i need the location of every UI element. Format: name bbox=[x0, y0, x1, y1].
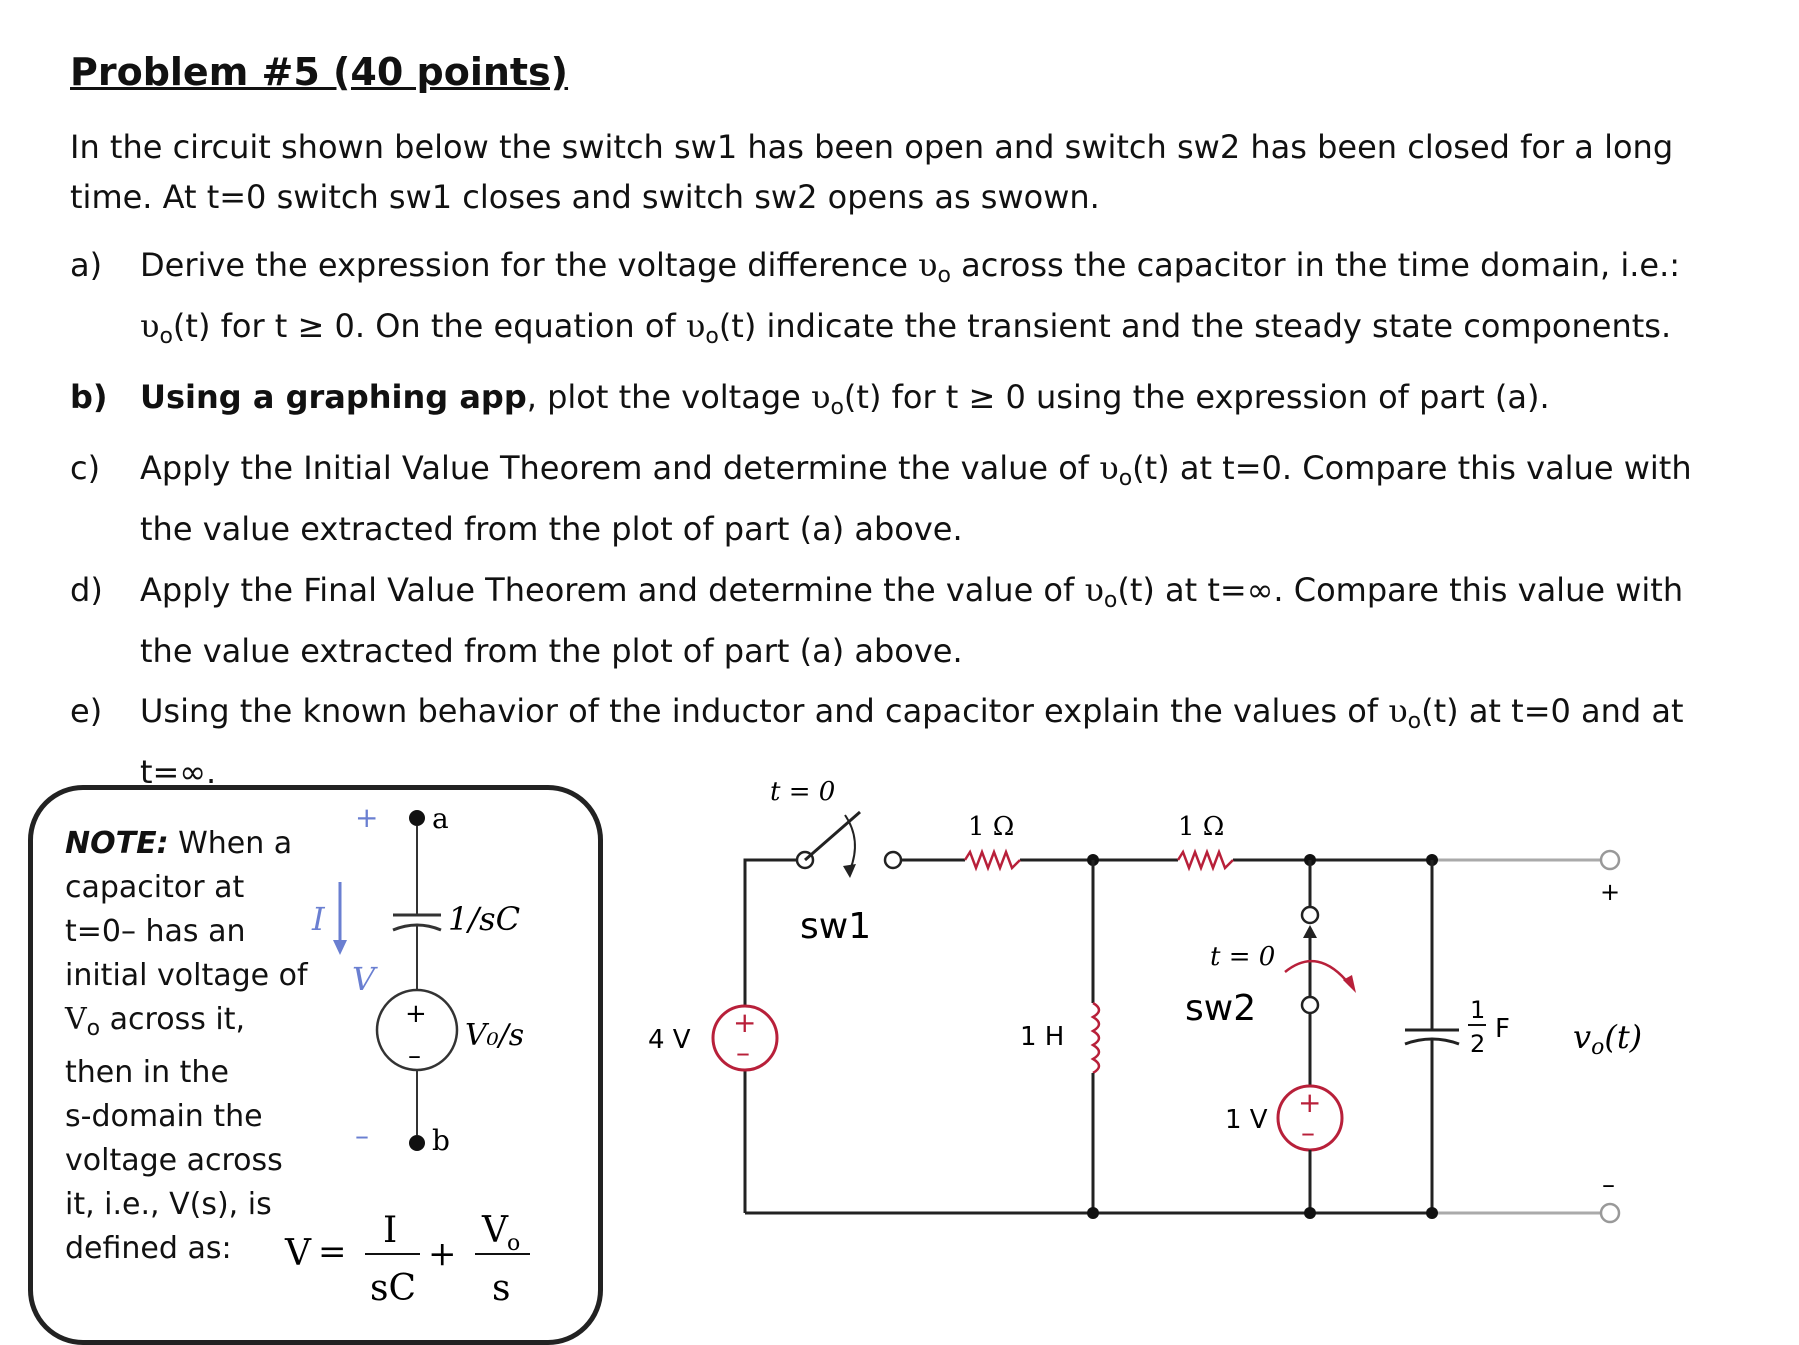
note-line: across it, bbox=[100, 1002, 246, 1037]
source-minus: – bbox=[736, 1036, 750, 1069]
note-line: capacitor at bbox=[65, 870, 245, 905]
formula-lhs: V bbox=[285, 1233, 311, 1274]
subscript-o: o bbox=[1103, 588, 1118, 613]
formula-num1: I bbox=[383, 1210, 398, 1251]
geq-symbol: ≥ bbox=[968, 378, 996, 416]
part-b-text-1: , plot the voltage bbox=[526, 378, 811, 416]
part-a-text-5: (t) indicate the transient and the steady state components. bbox=[718, 307, 1672, 345]
part-b-text-2: (t) for t bbox=[843, 378, 969, 416]
subscript-o: o bbox=[1407, 709, 1422, 734]
junction-node bbox=[1304, 1207, 1316, 1219]
node-b-label: b bbox=[432, 1124, 450, 1157]
vout-v: v bbox=[1573, 1018, 1592, 1056]
note-v-sub: o bbox=[86, 1016, 101, 1041]
part-b-label: b) bbox=[70, 378, 108, 416]
note-label: NOTE: bbox=[65, 826, 169, 861]
voltage-symbol: υ bbox=[811, 378, 831, 416]
source-plus: + bbox=[733, 1006, 757, 1039]
formula-den1: sC bbox=[370, 1268, 417, 1309]
part-a-text-4: 0. On the equation of bbox=[324, 307, 686, 345]
source-minus: – bbox=[1301, 1116, 1315, 1149]
switch-arrow-icon bbox=[1285, 961, 1350, 985]
current-label: I bbox=[312, 900, 325, 938]
intro-line-2: time. At t=0 switch sw1 closes and switch sw2 opens as swown. bbox=[70, 178, 1100, 216]
formula-num2-sub: o bbox=[507, 1231, 521, 1256]
subscript-o: o bbox=[159, 324, 173, 349]
inductor-icon bbox=[1093, 1003, 1099, 1073]
junction-node bbox=[1426, 1207, 1438, 1219]
node-b bbox=[409, 1135, 425, 1151]
voltage-label: V bbox=[352, 960, 376, 998]
part-c-text-3: the value extracted from the plot of part (a) above. bbox=[140, 510, 963, 548]
source-label: V₀/s bbox=[465, 1018, 525, 1053]
subscript-o: o bbox=[705, 324, 719, 349]
note-line: t=0– has an bbox=[65, 914, 246, 949]
part-c-text-2: (t) at t=0. Compare this value with bbox=[1132, 449, 1692, 487]
part-d-label: d) bbox=[70, 571, 103, 609]
source-1v-label: 1 V bbox=[1225, 1105, 1268, 1135]
sw1-time-label: t = 0 bbox=[770, 777, 836, 807]
impedance-label: 1/sC bbox=[448, 900, 521, 938]
intro-line-1: In the circuit shown below the switch sw1 has been open and switch sw2 has been closed for a long bbox=[70, 128, 1674, 166]
note-line: then in the bbox=[65, 1055, 229, 1090]
formula-den2: s bbox=[492, 1268, 511, 1309]
cap-den: 2 bbox=[1470, 1030, 1486, 1058]
part-d-text-1: Apply the Final Value Theorem and determine the value of bbox=[140, 571, 1085, 609]
cap-unit: F bbox=[1495, 1014, 1510, 1044]
vout-label bbox=[1573, 1018, 1642, 1060]
output-minus: – bbox=[1602, 1170, 1615, 1200]
sw2-label: sw2 bbox=[1185, 988, 1257, 1029]
minus-sign: – bbox=[355, 1119, 369, 1152]
voltage-symbol: υ bbox=[685, 307, 706, 345]
note-line: it, i.e., V(s), is bbox=[65, 1187, 272, 1222]
sw1-label: sw1 bbox=[800, 906, 872, 947]
circuit-diagram bbox=[648, 777, 1642, 1222]
junction-node bbox=[1087, 1207, 1099, 1219]
sw2-time-label: t = 0 bbox=[1210, 942, 1276, 972]
vout-arg: (t) bbox=[1604, 1018, 1643, 1056]
part-b-bold-lead: Using a graphing app bbox=[140, 378, 527, 416]
part-d-text-2: (t) at t=∞. Compare this value with bbox=[1117, 571, 1684, 609]
arrow-head-icon bbox=[843, 864, 856, 878]
formula-num2: V bbox=[482, 1210, 508, 1251]
part-d-text-3: the value extracted from the plot of part (a) above. bbox=[140, 632, 963, 670]
part-a-text-1: Derive the expression for the voltage difference bbox=[140, 246, 919, 284]
node-a-label: a bbox=[432, 802, 449, 835]
plus-sign: + bbox=[355, 801, 379, 834]
node-a bbox=[409, 810, 425, 826]
voltage-symbol: υ bbox=[1084, 571, 1104, 609]
output-terminal bbox=[1601, 851, 1619, 869]
capacitor-model-figure bbox=[311, 801, 524, 1157]
note-line: initial voltage of bbox=[65, 958, 308, 993]
voltage-symbol: υ bbox=[918, 246, 938, 284]
note-line: voltage across bbox=[65, 1143, 283, 1178]
note-line: When a bbox=[168, 826, 293, 861]
part-e-text-1: Using the known behavior of the inductor and capacitor explain the values of bbox=[140, 692, 1389, 730]
switch-terminal bbox=[1302, 907, 1318, 923]
note-line: s-domain the bbox=[65, 1099, 263, 1134]
part-e-text-3: t=∞. bbox=[140, 753, 217, 791]
note-line: defined as: bbox=[65, 1231, 232, 1266]
formula-equals: = bbox=[318, 1232, 347, 1272]
r2-label: 1 Ω bbox=[1178, 812, 1225, 842]
source-plus: + bbox=[1298, 1086, 1322, 1119]
part-a-text-2: across the capacitor in the time domain, i.e.: bbox=[950, 246, 1681, 284]
switch-blade bbox=[805, 812, 860, 860]
source-4v-label: 4 V bbox=[648, 1025, 691, 1055]
part-a-text-3: (t) for t bbox=[172, 307, 298, 345]
vout-sub: o bbox=[1591, 1035, 1605, 1060]
subscript-o: o bbox=[830, 395, 844, 420]
subscript-o: o bbox=[1118, 466, 1133, 491]
inductor-label: 1 H bbox=[1020, 1022, 1065, 1052]
wire bbox=[745, 860, 800, 1020]
formula-plus: + bbox=[428, 1234, 457, 1274]
voltage-symbol: υ bbox=[140, 307, 160, 345]
switch-terminal bbox=[885, 852, 901, 868]
output-terminal bbox=[1601, 1204, 1619, 1222]
arrow-head-icon bbox=[333, 940, 347, 955]
arrow-head-icon bbox=[1303, 925, 1317, 938]
source-plus: + bbox=[405, 999, 427, 1029]
part-c-text-1: Apply the Initial Value Theorem and determine the value of bbox=[140, 449, 1100, 487]
r1-label: 1 Ω bbox=[968, 812, 1015, 842]
part-b-text-3: 0 using the expression of part (a). bbox=[995, 378, 1550, 416]
voltage-symbol: υ bbox=[1388, 692, 1408, 730]
note-v: V bbox=[65, 1002, 87, 1037]
subscript-o: o bbox=[937, 263, 951, 288]
part-c-label: c) bbox=[70, 449, 101, 487]
resistor-icon bbox=[965, 852, 1020, 868]
part-e-text-2: (t) at t=0 and at bbox=[1421, 692, 1684, 730]
part-e-label: e) bbox=[70, 692, 103, 730]
problem-title: Problem #5 (40 points) bbox=[70, 50, 569, 94]
resistor-icon bbox=[1178, 852, 1233, 868]
s-domain-formula bbox=[284, 1210, 530, 1309]
geq-symbol: ≥ bbox=[297, 307, 325, 345]
source-minus: – bbox=[408, 1041, 421, 1071]
cap-num: 1 bbox=[1470, 996, 1486, 1024]
part-a-label: a) bbox=[70, 246, 103, 284]
output-plus: + bbox=[1600, 878, 1621, 906]
switch-terminal bbox=[1302, 997, 1318, 1013]
voltage-symbol: υ bbox=[1099, 449, 1119, 487]
